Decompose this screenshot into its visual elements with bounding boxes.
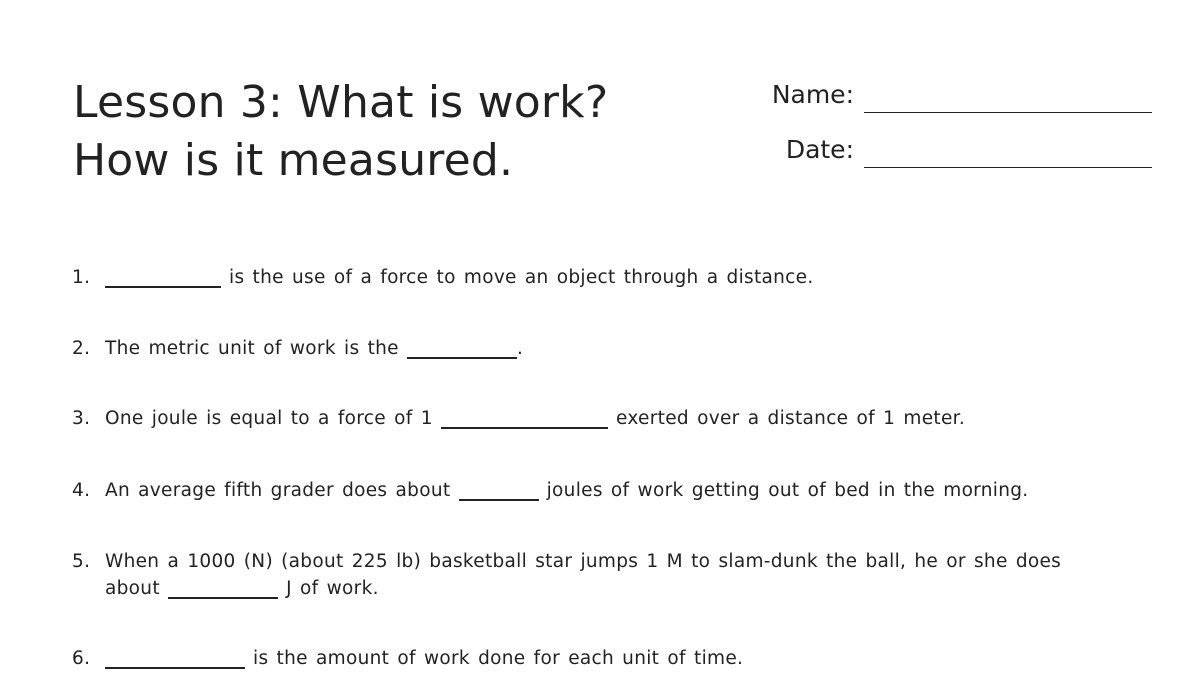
question-text-after: is the amount of work done for each unit of time. — [253, 648, 744, 669]
question-text — [105, 264, 1102, 291]
question-item — [72, 335, 1102, 362]
question-number: 5. — [72, 551, 91, 572]
question-text — [105, 335, 1102, 362]
question-number: 6. — [72, 648, 91, 669]
date-label: Date: — [785, 135, 854, 164]
question-text — [105, 548, 1090, 602]
question-text — [105, 405, 1102, 432]
question-item — [72, 645, 1102, 672]
question-number: 3. — [72, 408, 91, 429]
question-item — [72, 264, 1102, 291]
question-text-after: . — [517, 338, 524, 359]
question-text — [105, 645, 1102, 672]
name-label: Name: — [771, 80, 854, 109]
question-text-before: When a 1000 (N) (about 225 lb) basketball star jumps 1 M to slam-dunk the ball, he or she does about — [105, 551, 1062, 599]
worksheet-title — [73, 74, 608, 190]
question-number: 2. — [72, 338, 91, 359]
question-text-before: An average fifth grader does about — [105, 480, 451, 501]
question-text-after: exerted over a distance of 1 meter. — [616, 408, 966, 429]
question-text-before: The metric unit of work is the — [105, 338, 399, 359]
question-text-before: One joule is equal to a force of 1 — [105, 408, 433, 429]
name-field — [700, 78, 1152, 118]
answer-blank[interactable] — [105, 647, 245, 669]
name-blank-line[interactable] — [864, 112, 1152, 113]
question-item — [72, 405, 1102, 432]
answer-blank[interactable] — [407, 337, 517, 359]
question-number: 4. — [72, 480, 91, 501]
date-blank-line[interactable] — [864, 167, 1152, 168]
answer-blank[interactable] — [105, 266, 221, 288]
title-line-1: Lesson 3: What is work? — [73, 77, 609, 128]
question-text-after: J of work. — [286, 578, 379, 599]
answer-blank[interactable] — [441, 407, 608, 429]
question-item — [72, 477, 1102, 504]
question-text — [105, 477, 1102, 504]
date-field — [700, 133, 1152, 173]
answer-blank[interactable] — [459, 479, 539, 501]
answer-blank[interactable] — [168, 577, 278, 599]
question-number: 1. — [72, 267, 91, 288]
question-text-after: is the use of a force to move an object through a distance. — [229, 267, 814, 288]
question-item — [72, 548, 1102, 602]
question-text-after: joules of work getting out of bed in the morning. — [546, 480, 1029, 501]
title-line-2: How is it measured. — [73, 135, 514, 186]
